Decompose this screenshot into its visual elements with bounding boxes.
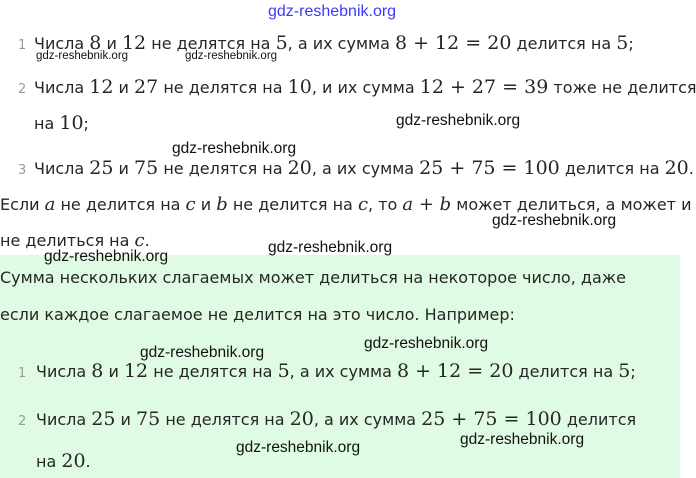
list-item-text	[36, 409, 636, 430]
watermark: gdz-reshebnik.org	[396, 112, 521, 129]
math-number: 20	[289, 408, 314, 430]
watermark: gdz-reshebnik.org	[460, 431, 585, 448]
text-fragment: ;	[628, 34, 634, 53]
text-fragment: Числа	[36, 362, 92, 381]
math-number: 75	[134, 157, 159, 179]
math-number: 20	[287, 157, 312, 179]
text-fragment: ;	[630, 362, 636, 381]
list-item-text	[34, 158, 694, 179]
math-number: 25	[91, 408, 116, 430]
panel-heading-line: Сумма нескольких слагаемых может делиться на некоторое число, даже	[0, 268, 627, 287]
text-fragment: , и их сумма	[311, 78, 420, 97]
math-number: 27	[134, 76, 159, 98]
text-fragment: .	[144, 231, 150, 250]
text-fragment: не делится на	[55, 195, 186, 214]
text-fragment: не делиться на	[0, 231, 135, 250]
text-fragment: Числа	[34, 78, 90, 97]
watermark: gdz-reshebnik.org	[364, 335, 489, 352]
text-fragment: делится на	[559, 159, 665, 178]
math-number: 25 + 75 = 100	[419, 157, 560, 179]
text-fragment: Числа	[34, 159, 90, 178]
watermark: gdz-reshebnik.org	[268, 239, 393, 256]
math-number: 12 + 27 = 39	[419, 76, 549, 98]
math-number: 75	[136, 408, 161, 430]
math-number: 12	[123, 360, 149, 382]
math-number: 25 + 75 = 100	[421, 408, 562, 430]
text-fragment: на	[36, 452, 62, 471]
text-fragment: и	[103, 362, 124, 381]
text-fragment: не делятся на	[158, 159, 288, 178]
math-variable: c	[134, 230, 145, 251]
text-fragment: и	[101, 34, 122, 53]
text-fragment: Числа	[36, 410, 92, 429]
math-number: 20	[61, 450, 86, 472]
math-number: 25	[89, 157, 114, 179]
text-fragment: , то	[368, 195, 403, 214]
text-fragment: не делятся на	[160, 410, 290, 429]
text-fragment: и	[113, 159, 135, 178]
watermark: gdz-reshebnik.org	[44, 248, 169, 265]
math-number: 12	[121, 32, 147, 54]
text-fragment: ;	[83, 114, 89, 133]
text-fragment: не делятся на	[148, 362, 278, 381]
math-number: 5	[616, 32, 629, 54]
text-fragment: делится	[561, 410, 637, 429]
list-index: 1	[18, 366, 27, 381]
list-item-text	[36, 361, 636, 382]
math-number: 8 + 12 = 20	[396, 360, 514, 382]
text-fragment: , а их сумма	[287, 34, 395, 53]
text-fragment: тоже не делится	[548, 78, 696, 97]
math-variable: a + b	[402, 194, 452, 215]
math-variable: c	[357, 194, 369, 215]
text-fragment: не делятся на	[158, 78, 288, 97]
math-variable: b	[216, 194, 228, 215]
math-number: 5	[275, 32, 288, 54]
list-index: 2	[18, 82, 27, 97]
text-fragment: .	[688, 159, 694, 178]
watermark-small: gdz-reshebnik.org	[36, 50, 129, 62]
list-index: 2	[18, 414, 27, 429]
list-index: 1	[18, 38, 27, 53]
math-variable: c	[185, 194, 196, 215]
watermark: gdz-reshebnik.org	[172, 140, 297, 157]
text-fragment: Если	[0, 195, 45, 214]
math-number: 12	[89, 76, 114, 98]
math-number: 8 + 12 = 20	[394, 32, 512, 54]
list-item-text-continued	[34, 113, 89, 134]
text-fragment: , а их сумма	[311, 159, 420, 178]
watermark-small: gdz-reshebnik.org	[185, 50, 278, 62]
watermark-top: gdz-reshebnik.org	[268, 3, 397, 20]
watermark: gdz-reshebnik.org	[492, 212, 617, 229]
text-fragment: делится на	[511, 34, 617, 53]
watermark: gdz-reshebnik.org	[236, 439, 361, 456]
text-fragment: на	[34, 114, 60, 133]
math-number: 10	[287, 76, 312, 98]
math-number: 5	[277, 360, 290, 382]
text-fragment: .	[85, 452, 91, 471]
math-number: 5	[618, 360, 631, 382]
text-fragment: делится на	[513, 362, 619, 381]
panel-heading-line: если каждое слагаемое не делится на это число. Например:	[0, 305, 515, 324]
math-number: 8	[89, 32, 102, 54]
text-fragment: Числа	[34, 34, 90, 53]
math-number: 10	[59, 112, 84, 134]
text-fragment: , а их сумма	[289, 362, 397, 381]
text-fragment: и	[115, 410, 137, 429]
list-item-text-continued	[36, 451, 91, 472]
text-fragment: не делится на	[227, 195, 358, 214]
text-fragment: не делятся на	[146, 34, 276, 53]
text-fragment: и	[113, 78, 135, 97]
math-number: 20	[664, 157, 689, 179]
text-fragment: , а их сумма	[313, 410, 422, 429]
list-index: 3	[18, 163, 27, 178]
math-variable: a	[44, 194, 56, 215]
list-item-text	[34, 77, 696, 98]
watermark: gdz-reshebnik.org	[140, 344, 265, 361]
math-number: 8	[91, 360, 104, 382]
text-fragment: и	[195, 195, 217, 214]
text-fragment: может делиться, а может и	[451, 195, 692, 214]
